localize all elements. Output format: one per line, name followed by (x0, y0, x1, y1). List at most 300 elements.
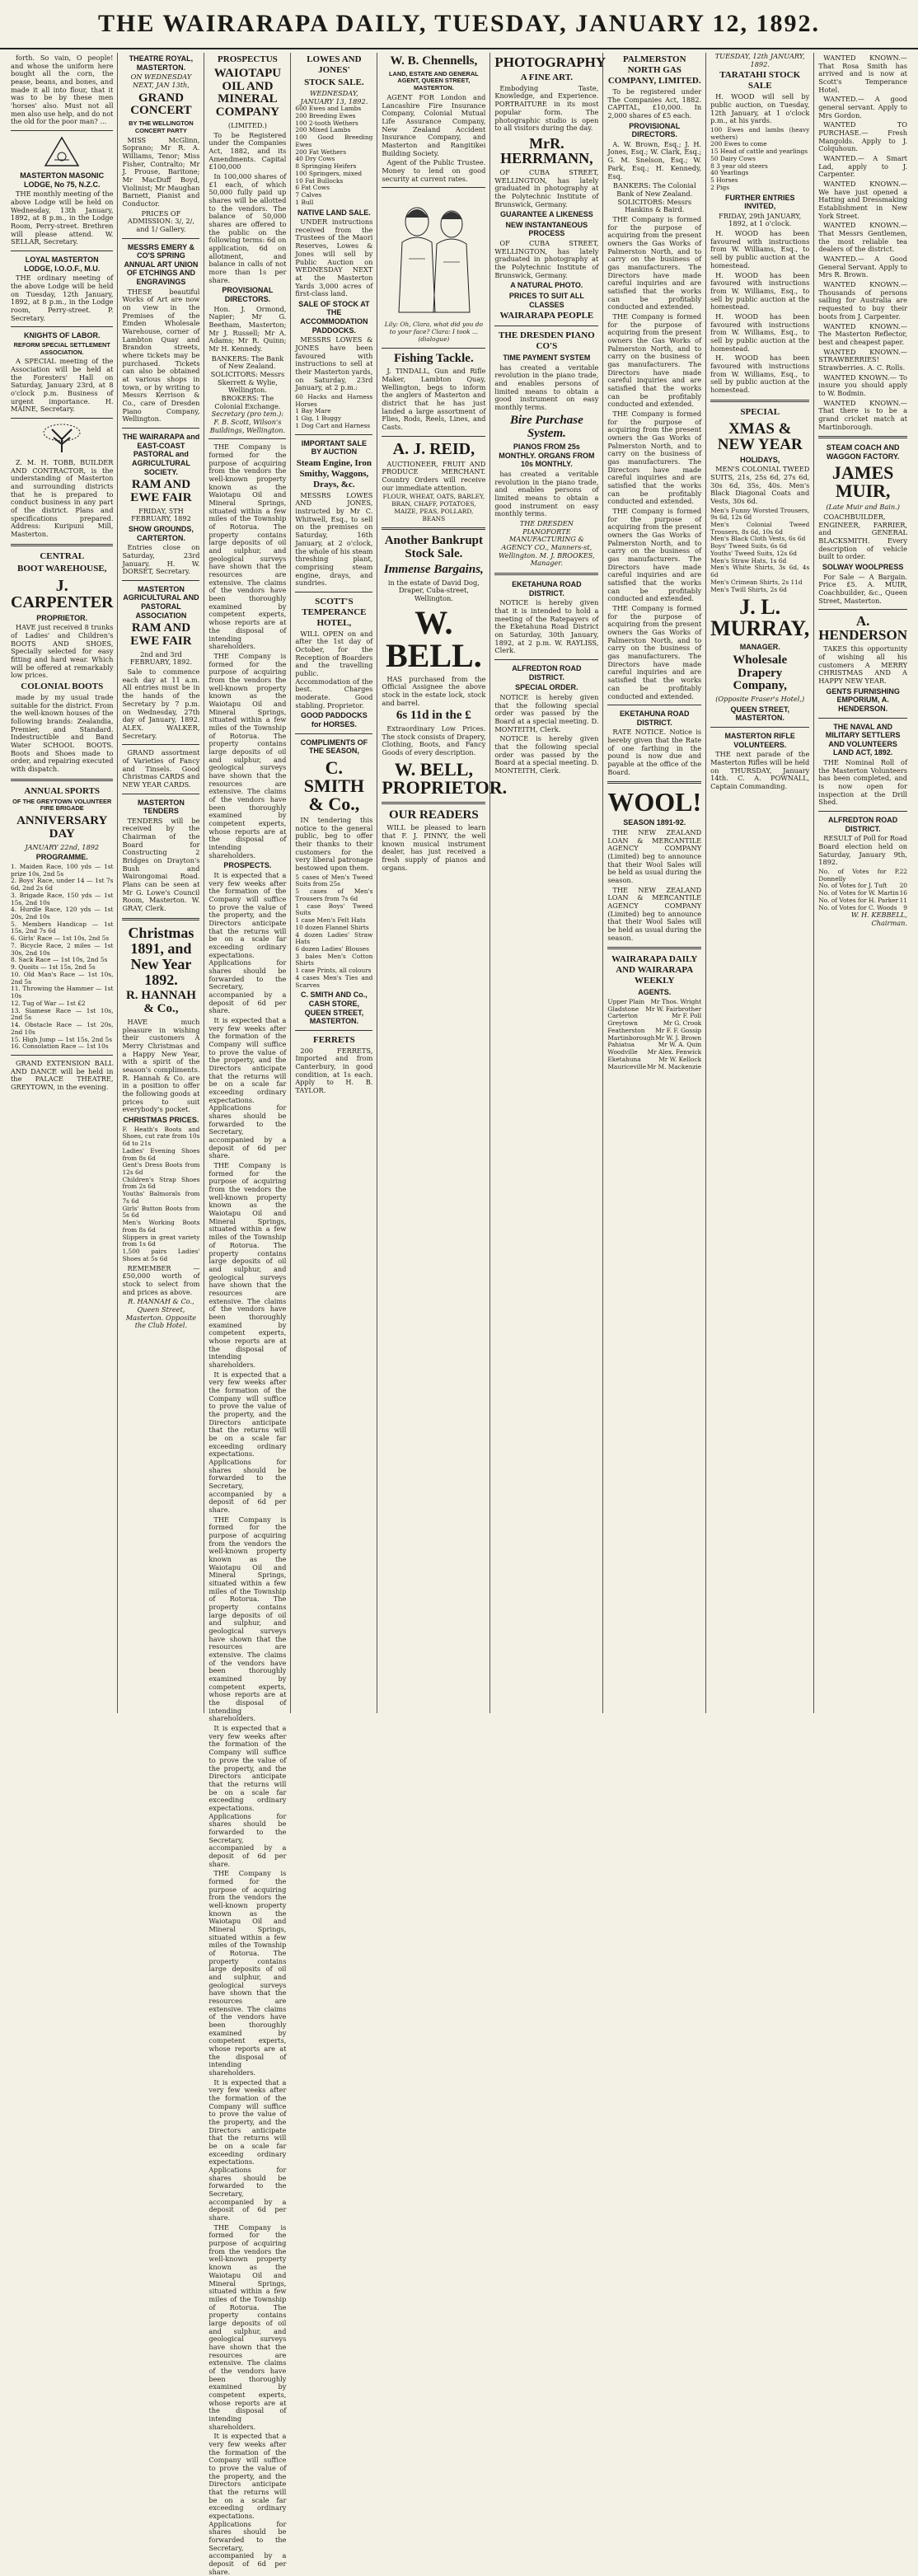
list-item: 13. Siamese Race — 1st 10s, 2nd 5s (11, 1006, 114, 1022)
prospectus-text-3: THE Company is formed for the purpose of acquiring from the vendors the well-known property known as the Waiotapu Oil and Mineral Springs, situated within a few miles of the Township of Rotorua. The property contains large deposits of oil and sulphur, and geological surveys have shown that the resources are extensive. The claims of the vendors have been thoroughly examined by competent experts, whose reports are at the disposal of intending shareholders. (208, 1161, 287, 1369)
loyal-lodge-title: LOYAL MASTERTON LODGE, I.O.O.F., M.U. (24, 255, 101, 273)
list-item: Men's Funny Worsted Trousers, 9s 6d, 12s 6d (710, 506, 810, 522)
stock-sale-title: STOCK SALE. (304, 77, 364, 87)
divider (382, 436, 485, 437)
divider (11, 418, 113, 419)
programme-title: PROGRAMME. (35, 853, 88, 862)
wanted-ad: WANTED KNOWN.— That Rosa Smith has arrived and is now at Scott's Temperance Hotel. (818, 54, 907, 94)
poll-votes: 16 (899, 889, 907, 897)
prospectus-text-4: THE Company is formed for the purpose of acquiring from the vendors the well-known property known as the Waiotapu Oil and Mineral Springs, situated within a few miles of the Township of Rotorua. The property contains large deposits of oil and sulphur, and geological surveys have shown that the resources are extensive. The claims of the vendors have been thoroughly examined by competent experts, whose reports are at the disposal of intending shareholders. (208, 1515, 287, 1723)
divider (382, 802, 485, 804)
gas-solicitors: SOLICITORS: Messrs Hankins & Baird. (617, 197, 692, 214)
knights-subtitle: REFORM SPECIAL SETTLEMENT ASSOCIATION. (13, 340, 110, 356)
list-item: 60 Hacks and Harness Horses (295, 393, 373, 408)
gas-body-2: THE Company is formed for the purpose of acquiring from the present owners the Gas Works of Palmerston North, and to carry on the business of gas manufacturers. The Directors have made careful inquiries and are satisfied that the works can be profitably conducted and extended. (607, 311, 702, 409)
masthead (0, 0, 918, 49)
further-entries-date: FRIDAY, 29th JANUARY, 1892, at 1 o'clock. (719, 211, 802, 228)
list-item: Slippers in great variety from 1s 6d (122, 1233, 200, 1248)
kebbell-signature: W. H. KEBBELL, Chairman. (850, 911, 907, 928)
bell-text: HAS purchased from the Official Assignee the above stock in the estate lock, stock and barrel. (382, 674, 486, 707)
wanted-ad: WANTED KNOWN.— That there is to be a grand cricket match at Martinborough. (818, 398, 907, 431)
provisional-title: PROVISIONAL DIRECTORS. (222, 286, 274, 304)
list-item: Gent's Dress Boots from 12s 6d (122, 1161, 200, 1176)
dresden-title: THE DRESDEN PIANO CO'S (498, 330, 595, 352)
muir-subtitle: (Late Muir and Bain.) (826, 503, 900, 512)
eketahuna-text: NOTICE is hereby given that it is intended to hold a meeting of the Ratepayers of the Eketahuna Road District on Saturday, 30th January, 1892, at 2 p.m. W. RAYLISS, Clerk. (494, 598, 599, 655)
alfredton-poll-text: RESULT of Poll for Road Board election held on Saturday, January 9th, 1892. (818, 834, 907, 867)
agents-list (607, 999, 701, 1070)
divider (295, 733, 372, 734)
photo-title: PHOTOGRAPHY (494, 54, 607, 70)
daily-agents-title: WAIRARAPA DAILY AND WAIRARAPA WEEKLY (611, 954, 698, 986)
bankrupt-text: in the estate of David Dog, Draper, Cuba-street, Wellington. (387, 578, 480, 602)
list-item: 2. Boys' Race, under 14 — 1st 7s 6d, 2nd 2s 6d (11, 877, 114, 892)
prospects-text: It is expected that a very few weeks after the formation of the Company will suffice to prove the value of the property, and the Directors anticipate that the returns will be on a scale far exceeding ordinary expectations. Applications for shares should be forwarded to the Secretary, accompanied by a deposit of 6d per share. (208, 870, 287, 1015)
theatre-title: THEATRE ROYAL, MASTERTON. (129, 54, 194, 72)
list-item: 8 Springing Heifers (295, 162, 357, 171)
sale-title: SALE OF STOCK AT THE ACCOMMODATION PADDOCKS. (298, 299, 370, 335)
henderson-title: A. HENDERSON (818, 613, 907, 644)
agent-place: Eketahuna (607, 1055, 641, 1063)
dresden-text-2: has created a veritable revolution in the piano trade, and enables persons of limited means to obtain a good instrument on easy monthly terms. (494, 470, 599, 518)
list-item: Youths' Tweed Suits, 12s 6d (710, 549, 797, 557)
list-item: Men's Straw Hats, 1s 6d (710, 556, 787, 564)
eketahuna-2-title: EKETAHUNA ROAD DISTRICT. (620, 710, 690, 727)
ram-fair-title: RAM AND EWE FAIR (130, 478, 192, 504)
poll-votes: 22 (899, 868, 907, 876)
agent-place: Martinborough (607, 1033, 655, 1042)
list-item: 15 Head of cattle and yearlings (710, 148, 808, 156)
agent-place: Greytown (607, 1019, 638, 1028)
ram-fair-text: Entries close on Saturday, 23rd January. H. W. DORSET, Secretary. (122, 543, 200, 576)
agent-place: Mauriceville (607, 1062, 647, 1070)
grand-assortment-text: GRAND assortment of Varieties of Fancy and Tinsels. Good Christmas CARDS and NEW YEAR CARDS. (122, 748, 200, 789)
capital-text: In 100,000 shares of £1 each, of which 50,000 fully paid up shares will be allotted to the vendors. The balance of 50,000 shares are offered to the public on the following terms: 6d on application, 6d on allotment, and balance in calls of not more than 1s per share. (208, 172, 287, 284)
agent-name: Mr G. Crook (663, 1019, 702, 1028)
taratahi-text: H. WOOD will sell by public auction, on Tuesday, 12th January, at 1 o'clock p.m., at his yards. (710, 92, 810, 125)
bankers-text: BANKERS: The Bank of New Zealand. (211, 354, 284, 371)
wanted-ad: WANTED KNOWN.— STRAWBERRIES! Strawberries. A. C. Rolls. (818, 347, 907, 372)
wanted-ad: WANTED.— A good general servant. Apply to Mrs Gordon. (818, 95, 907, 119)
volunteers-title: MASTERTON RIFLE VOLUNTEERS. (724, 732, 795, 749)
intro-paragraph: forth. So vain, O people! and whose the uniform here bought all the corn, the pease, beans, and bones, and made it all into flour, that it was to be by these men 'horses' also. Must not all men also use help, and do not the old for the poor man? ... (11, 54, 114, 126)
tree-logo-icon (39, 423, 85, 456)
clearing-text-4: H. WOOD has been favoured with instructions from W. Williams, Esq., to sell by public auction at the homestead. (710, 354, 810, 394)
photo-text: Embodying Taste, Knowledge, and Experience. PORTRAITURE in its most popular form. The photographic studio is open to all visitors during the day. (494, 83, 599, 133)
taratahi-title: TARATAHI STOCK SALE (719, 70, 801, 91)
manager-title: MANAGER. (739, 643, 780, 652)
list-item: Men's Colonial Tweed Trousers, 8s 6d, 10s 6d (710, 520, 810, 536)
land-act-title: THE NAVAL AND MILITARY SETTLERS AND VOLUNTEERS LAND ACT, 1892. (825, 722, 901, 757)
list-item: Boys' Tweed Suits, 6s 6d (710, 542, 788, 550)
remember-text: REMEMBER — £50,000 worth of stock to select from and prices as above. (122, 1263, 200, 1296)
list-item: 15. High Jump — 1st 15s, 2nd 5s (11, 1035, 113, 1043)
column-7 (603, 53, 706, 1713)
native-land-text: UNDER instructions received from the Trustees of the Maori Reserves, Lowes & Jones will sell by Public Auction on WEDNESDAY NEXT at the Masterton Yards 3,000 acres of first-class land. (295, 218, 373, 298)
horses-list (295, 394, 372, 430)
gas-text: To be registered under The Companies Act, 1882. CAPITAL, £10,000. In 2,000 shares of £5 each. (607, 87, 702, 119)
christmas-title: Christmas 1891, and New Year 1892. (128, 924, 194, 988)
list-item: 8 3 year old steers (710, 162, 768, 170)
ad-caption: Lily: Oh, Clara, what did you do to your face? Clara: I took ... (dialogue) (384, 321, 483, 343)
association-title: MASTERTON AGRICULTURAL AND PASTORAL ASSOCIATION (123, 584, 199, 620)
divider (818, 718, 907, 719)
hannah-footer: R. HANNAH & Co., Queen Street, Masterton. Opposite the Club Hotel. (125, 1297, 197, 1330)
solway-title: SOLWAY WOOLPRESS (822, 563, 904, 572)
list-item: 200 Mixed Lambs (295, 126, 351, 134)
murray-title: J. L. MURRAY, (710, 595, 810, 641)
stock-sale-date: WEDNESDAY, JANUARY 13, 1892. (300, 88, 368, 105)
clearing-text: H. WOOD has been favoured with instructions from W. Williams, Esq., to sell by public auction at the homestead. (710, 229, 810, 269)
sports-anniversary: ANNIVERSARY DAY (16, 814, 108, 841)
sports-subtitle: OF THE GREYTOWN VOLUNTEER FIRE BRIGADE (12, 797, 112, 813)
lodge-text: THE monthly meeting of the above Lodge will be held on Wednesday, 13th January, 1892, at 8 p.m., in the Lodge Room, Perry-street. Brethren will please attend. W. SELLAR, Secretary. (11, 190, 114, 246)
list-item: 6 Fat Cows (295, 184, 330, 192)
list-item: 1 Bull (295, 198, 314, 206)
agent-place: Woodville (607, 1048, 638, 1056)
readers-text: WILL be pleased to learn that F. J. PINNY, the well known musical instrument dealer, has just received a fresh supply of pianos and organs. (382, 823, 486, 872)
divider (295, 434, 372, 435)
list-item: 7. Bicycle Race, 2 miles — 1st 30s, 2nd 10s (11, 941, 114, 957)
hannah-text: HAVE much pleasure in wishing their customers A Merry Christmas and a Happy New Year, with a spirit of the season's compliments. R. Hannah & Co. are in a position to offer the following goods at prices to suit everybody's pocket. (122, 1017, 200, 1114)
ram-fair-2-date: 2nd and 3rd FEBRUARY, 1892. (129, 649, 193, 667)
list-item: 1 case Men's Felt Hats (295, 916, 366, 925)
guarantee-title: GUARANTEE A LIKENESS (499, 210, 593, 219)
column-6 (490, 53, 607, 1713)
wanted-ad: WANTED KNOWN.— The Masterton Reflector, best and cheapest paper. (818, 321, 907, 346)
list-item (607, 1064, 701, 1071)
list-item: 4 dozen Ladies' Straw Hats (295, 930, 373, 946)
list-item: 200 Ewes to come (710, 140, 767, 148)
agent-name: Mr W. J. Brown (655, 1033, 702, 1042)
poll-name: No. of Votes for P. Donnelly (818, 868, 900, 883)
list-item: 7 Calves (295, 191, 322, 199)
divider (122, 918, 199, 920)
divider (11, 544, 113, 546)
list-item: 6. Girls' Race — 1st 10s, 2nd 5s (11, 934, 110, 943)
list-item: 100 Ewes and lambs (heavy wethers) (710, 125, 810, 141)
dresden-subtitle: TIME PAYMENT SYSTEM (503, 354, 591, 363)
agent-place: Upper Plain (607, 997, 645, 1005)
theatre-date: ON WEDNESDAY NEXT, JAN 13th, (130, 73, 192, 89)
bankrupt-title: Another Bankrupt Stock Sale. (384, 534, 484, 561)
list-item: 50 Dairy Cows (710, 154, 756, 162)
list-item: 3. Brigade Race, 150 yds — 1st 15s, 2nd 10s (11, 891, 114, 906)
prices-title: PRICES TO SUIT ALL CLASSES (508, 292, 584, 309)
agent-name: Mr Alex. Fenwick (647, 1048, 702, 1056)
divider (382, 527, 485, 530)
prospectus-title: PROSPECTUS (218, 54, 278, 64)
list-item: Ladies' Evening Shoes from 8s 6d (122, 1146, 200, 1162)
readers-title: OUR READERS (388, 808, 479, 822)
list-item: 100 Springers, mixed (295, 169, 363, 177)
prospects-text-4: It is expected that a very few weeks after the formation of the Company will suffice to prove the value of the property, and the Directors anticipate that the returns will be on a scale far exceeding ordinary expectations. Applications for shares should be forwarded to the Secretary, accompanied by a deposit of 6d per share. (208, 1724, 287, 1868)
list-item: 5. Members Handicap — 1st 15s, 2nd 7s 6d (11, 920, 114, 935)
wanted-ad: WANTED KNOWN.— Thousands of persons sailing for Australia are requested to buy their boots from J. Carpenter. (818, 280, 907, 321)
brokers-text: BROKERS: The Colonial Exchange. (214, 394, 281, 410)
ram-fair-date: FRIDAY, 5TH FEBRUARY, 1892 (131, 506, 191, 523)
ferrets-title: FERRETS (313, 1034, 355, 1045)
list-item: 200 Breeding Ewes (295, 111, 356, 119)
prospects-text-6: It is expected that a very few weeks after the formation of the Company will suffice to prove the value of the property, and the Directors anticipate that the returns will be on a scale far exceeding ordinary expectations. Applications for shares should be forwarded to the Secretary, accompanied by a deposit of 6d per share. (208, 2432, 287, 2576)
concert-title: GRAND CONCERT (130, 91, 192, 118)
wanted-ad: WANTED.— A Good General Servant. Apply to Mrs R. Brown. (818, 255, 907, 279)
divider (607, 781, 701, 784)
divider (382, 187, 485, 188)
solicitors-text: SOLICITORS: Messrs Skerrett & Wylie, Wellington. (210, 370, 285, 395)
poll-results (818, 869, 907, 911)
smith-list (295, 874, 372, 990)
divider (11, 326, 113, 327)
agent-name: Mr W. A. Quin (658, 1041, 702, 1049)
divider (295, 1030, 372, 1031)
special-order-text: NOTICE is hereby given that the following special order was passed by the Board at a special meeting. D. MONTEITH, Clerk. (494, 692, 599, 733)
list-item (818, 869, 907, 883)
agent-name: Mr F. Poll (672, 1012, 702, 1020)
poll-name: No. of Votes for W. Martin (818, 889, 899, 897)
list-item: F. Heath's Boots and Shoes, cut rate from 10s 6d to 21s (122, 1125, 200, 1148)
column-5 (377, 53, 508, 1713)
carpenter-text: HAVE just received 8 trunks of Ladies' and Children's BOOTS AND SHOES, Specially selected for easy fitting and hard wear. Which will be offered at remarkably low prices. (11, 623, 114, 680)
christmas-prices-title: CHRISTMAS PRICES. (123, 1115, 199, 1124)
horses-text: MESSRS LOWES & JONES have been favoured with instructions to sell at their Masterton yards, on Saturday, 23rd January, at 2 p.m.: (295, 335, 373, 392)
bell-title: W. BELL. (386, 603, 482, 674)
dresden-price-list: PIANOS FROM 25s MONTHLY. ORGANS FROM 10s MONTHLY. (499, 443, 595, 469)
agent-place: Pahiatua (607, 1041, 635, 1049)
wanted-ad: WANTED KNOWN.— We have just opened a Hatting and Dressmaking Establishment in New York Street. (818, 180, 907, 220)
column-8 (706, 53, 814, 1713)
scott-hotel-title: SCOTT'S TEMPERANCE HOTEL, (302, 596, 367, 628)
prospects-text-2: It is expected that a very few weeks after the formation of the Company will suffice to prove the value of the property, and the Directors anticipate that the returns will be on a scale far exceeding ordinary expectations. Applications for shares should be forwarded to the Secretary, accompanied by a deposit of 6d per share. (208, 1016, 287, 1160)
columns (7, 52, 911, 2576)
xmas-text: MEN'S COLONIAL TWEED SUITS, 21s, 25s 6d, 27s 6d, 30s 6d, 35s, 40s. Men's Black Diagonal Coats and Vests, 30s 6d. (710, 465, 810, 505)
divider (122, 744, 199, 745)
important-title: IMPORTANT SALE BY AUCTION (301, 438, 368, 457)
column-1 (7, 53, 118, 1713)
list-item: 1 case Boys' Tweed Suits (295, 902, 373, 917)
divider (11, 130, 113, 131)
coach-factory-title: STEAM COACH AND WAGGON FACTORY. (826, 443, 900, 461)
carpenter-name: J. CARPENTER (11, 576, 114, 611)
gas-body: THE Company is formed for the purpose of acquiring from the present owners the Gas Works of Palmerston North, and to carry on the business of gas manufacturers. The Directors have made careful inquiries and are satisfied that the works can be profitably conducted and extended. (607, 214, 702, 311)
list-item: 1. Maiden Race, 100 yds — 1st prize 10s, 2nd 5s (11, 862, 114, 878)
chennells-subtitle: LAND, ESTATE AND GENERAL AGENT, QUEEN STREET, MASTERTON. (389, 69, 479, 92)
wholesale-title: Wholesale Drapery Company, (733, 653, 788, 693)
list-item: Children's Strap Shoes from 2s 6d (122, 1175, 200, 1191)
bell-body: Extraordinary Low Prices. The stock consists of Drapery, Clothing, Boots, and Fancy Goods of every description. (382, 724, 486, 757)
list-item: 14. Obstacle Race — 1st 20s, 2nd 10s (11, 1021, 114, 1036)
gas-body-5: THE Company is formed for the purpose of acquiring from the present owners the Gas Works of Palmerston North, and to carry on the business of gas manufacturers. The Directors have made careful inquiries and are satisfied that the works can be profitably conducted and extended. (607, 604, 702, 700)
volunteers-text: THE next parade of the Masterton Rifles will be held on THURSDAY, January 14th. C. A. POWNALL, Captain Commanding. (710, 750, 810, 790)
smith-footer: C. SMITH AND Co., CASH STORE, QUEEN STREET, MASTERTON. (301, 991, 368, 1026)
sports-title: ANNUAL SPORTS (24, 785, 101, 796)
tender-title: MASTERTON TENDERS (138, 798, 185, 816)
divider (11, 1055, 113, 1056)
poll-votes: 11 (899, 896, 907, 904)
land-act-text: THE Nominal Roll of the Masterton Volunteers has been completed, and is now open for inspection at the Drill Shed. (818, 758, 907, 807)
eketahuna-2-text: RATE NOTICE. Notice is hereby given that the Rate of one farthing in the pound is now due and payable at the office of the Board. (607, 728, 702, 776)
concert-prices: PRICES OF ADMISSION: 3/, 2/, and 1/ Gallery. (127, 208, 194, 233)
xmas-title: XMAS & NEW YEAR (717, 419, 803, 453)
produce-list: FLOUR, WHEAT, OATS, BARLEY, BRAN, CHAFF, POTATOES, MAIZE, PEAS, POLLARD, BEANS (382, 493, 485, 522)
xmas-list (710, 508, 809, 594)
wool-text: THE NEW ZEALAND LOAN & MERCANTILE AGENCY COMPANY (Limited) beg to announce that their Wool Sales will be held as usual during the season. (607, 828, 702, 885)
list-item: 9. Quoits — 1st 15s, 2nd 5s (11, 963, 96, 972)
divider (710, 400, 809, 402)
grand-ball-text: GRAND EXTENSION BALL AND DANCE will be held in the PALACE THEATRE, GREYTOWN, in the evening. (11, 1058, 114, 1091)
list-item: 4 cases Men's Ties and Scarves (295, 973, 373, 989)
list-item: 100 2-tooth Wethers (295, 119, 358, 127)
wool-title: WOOL! (607, 787, 702, 817)
wanted-ad: WANTED.— A Smart Lad, apply to J. Carpenter. (818, 154, 907, 179)
price-list (122, 1126, 199, 1263)
dresden-hire-purchase: Bire Purchase System. (509, 413, 583, 440)
list-item: 12. Tug of War — 1st £2 (11, 999, 86, 1007)
divider (122, 428, 199, 429)
poll-votes: 20 (899, 882, 907, 890)
list-item: 40 Yearlings (710, 169, 749, 177)
list-item: 1 Bay Mare (295, 407, 331, 415)
steam-plant-text: MESSRS LOWES AND JONES, instructed by Mr C. Whitwell, Esq., to sell on the premises on Saturday, 16th January, at 2 o'clock, the whole of his steam threshing plant, comprising steam engine, drays, and sundries. (295, 490, 373, 588)
column-9 (814, 53, 911, 1713)
agent-name: Mr W. Kellock (658, 1055, 702, 1063)
special-order-text-2: NOTICE is hereby given that the following special order was passed by the Board at a special meeting. D. MONTEITH, Clerk. (494, 734, 599, 775)
smith-text: IN tendering this notice to the general public, beg to offer their thanks to their customers for the very liberal patronage bestowed upon them. (295, 815, 373, 872)
agent-name: Mr M. Mackenzie (647, 1062, 702, 1070)
masthead-title: THE WAIRARAPA DAILY, TUESDAY, JANUARY 12, 1892. (98, 10, 820, 37)
ram-fair-2-title: RAM AND EWE FAIR (130, 621, 192, 649)
list-item: 6 dozen Ladies' Blouses (295, 944, 369, 953)
ferrets-text: 200 FERRETS, Imported and from Canterbury, in good condition, at 1s each. Apply to H. B. TAYLOR. (295, 1046, 373, 1095)
divider (11, 779, 113, 781)
central-title: CENTRAL (40, 550, 85, 561)
eketahuna-title: EKETAHUNA ROAD DISTRICT. (512, 580, 582, 597)
boot-warehouse-title: BOOT WAREHOUSE, (17, 563, 107, 574)
further-entries-title: FURTHER ENTRIES INVITED, (724, 193, 795, 211)
herrmann-text-2: OF CUBA STREET, WELLINGTON, has lately graduated in photography at the Polytechnic Institute of Brunswick, Germany. (494, 239, 599, 279)
gas-bankers: BANKERS: The Colonial Bank of New Zealand. (612, 181, 696, 198)
special-title: SPECIAL (740, 406, 780, 417)
scott-hotel-text: WILL OPEN on and after the 1st day of October, for the Reception of Boarders and the travelling public. Accommodation of the best. Charges moderate. Good stabling. Proprietor. (295, 629, 373, 710)
agent-place: Featherston (607, 1026, 645, 1034)
list-item: 2 Pigs (710, 183, 730, 191)
prospectus-text-5: THE Company is formed for the purpose of acquiring from the vendors the well-known property known as the Waiotapu Oil and Mineral Springs, situated within a few miles of the Township of Rotorua. The property contains large deposits of oil and sulphur, and geological surveys have shown that the resources are extensive. The claims of the vendors have been thoroughly examined by competent experts, whose reports are at the disposal of intending shareholders. (208, 1869, 287, 2077)
builder-text: Z. M. H. TOBB, BUILDER AND CONTRACTOR, is the understanding of Masterton and surrounding districts that he is prepared to conduct business in any part of the district. Plans and specifications prepared. Address: Kuripuni Mill, Masterton. (11, 458, 114, 539)
prospectus-text-6: THE Company is formed for the purpose of acquiring from the vendors the well-known property known as the Waiotapu Oil and Mineral Springs, situated within a few miles of the Township of Rotorua. The property contains large deposits of oil and sulphur, and geological surveys have shown that the resources are extensive. The claims of the vendors have been thoroughly examined by competent experts, whose reports are at the disposal of intending shareholders. (208, 2222, 287, 2431)
prospects-text-5: It is expected that a very few weeks after the formation of the Company will suffice to prove the value of the property, and the Directors anticipate that the returns will be on a scale far exceeding ordinary expectations. Applications for shares should be forwarded to the Secretary, accompanied by a deposit of 6d per share. (208, 2077, 287, 2222)
agent-text: Agent of the Public Trustee. Money to lend on good security at current rates. (382, 158, 486, 183)
agents-title: AGENTS. (638, 988, 672, 997)
concert-subtitle: BY THE WELLINGTON CONCERT PARTY (129, 119, 194, 134)
list-item: 1,500 pairs Ladies' Shoes at 5s 6d (122, 1248, 200, 1262)
list-item: 1 case Prints, all colours (295, 967, 372, 975)
list-item: Girls' Button Boots from 5s 6d (122, 1204, 200, 1220)
ram-fair-2-text: Sale to commence each day at 11 a.m. All entries must be in the hands of the Secretary by 7 p.m. on Wednesday, 27th day of January, 1892. ALEX. WALKER, Secretary. (122, 667, 200, 740)
agent-name: Mr W. Fairbrother (645, 1005, 702, 1013)
column-2 (118, 53, 204, 1713)
wanted-ad: WANTED TO PURCHASE.— Fresh Mangolds. Apply to J. Colquhoun. (818, 120, 907, 153)
poll-name: No. of Votes for H. Parker (818, 896, 899, 904)
knights-title: KNIGHTS OF LABOR. (23, 331, 101, 340)
exhibition-title: MESSRS EMERY & CO'S SPRING ANNUAL ART UNION OF ETCHINGS AND ENGRAVINGS (124, 242, 199, 287)
exhibition-text: THESE beautiful Works of Art are now on view in the Premises of the Emden Wholesale Warehouse, corner of Lambton Quay and Brandon streets, where tickets may be purchased. Tickets can also be obtained at various shops in town, or by writing to Messrs Kerrison & Co., care of Dresden Piano Company, Wellington. (122, 287, 200, 424)
wairarapa-people-title: WAIRARAPA PEOPLE (499, 311, 594, 321)
carpenter-role: PROPRIETOR. (36, 613, 88, 622)
herrmann-text: OF CUBA STREET, WELLINGTON, has lately graduated in photography at the Polytechnic Institute of Brunswick, Germany. (494, 167, 599, 208)
list-item: 10. Old Man's Race — 1st 10s, 2nd 5s (11, 970, 114, 986)
wanted-ad: WANTED KNOWN.— To insure you should apply to W. Bodmin. (818, 372, 907, 397)
agent-place: Carterton (607, 1012, 639, 1020)
divider (122, 238, 199, 239)
chennells-title: W. B. Chennells, (390, 54, 478, 68)
muir-title: JAMES MUIR, (831, 462, 894, 502)
queen-street: QUEEN STREET, MASTERTON. (730, 705, 789, 723)
wanted-ad: WANTED KNOWN.— That Messrs Gentlemen, the most reliable tea dealers of the district. (818, 221, 907, 254)
divider (818, 609, 907, 610)
ladies-illustration (384, 193, 483, 316)
concert-text: MISS McGlinn, Soprano; Mr R. A. Williams, Tenor; Miss Fisher, Contralto; Mr J. Prouse, Baritone; Mr MacDuff Boyd, Violinist; Mr Maughan Barnett, Pianist and Conductor. (122, 135, 200, 208)
steam-plant-title: Steam Engine, Iron Smithy, Waggons, Drays, &c. (296, 457, 372, 489)
reid-title: A. J. REID, (392, 439, 475, 458)
taratahi-list (710, 127, 809, 192)
list-item: Men's Black Cloth Vests, 6s 6d (710, 535, 806, 543)
masonic-emblem-icon (43, 135, 81, 168)
knights-text: A SPECIAL meeting of the Association will be held at the Foresters' Hall on Saturday, January 23rd, at 8 o'clock p.m. Business of urgent importance. H. MAINE, Secretary. (11, 357, 114, 414)
list-item: Men's Crimean Shirts, 2s 11d (710, 578, 803, 586)
agent-place: Gladstone (607, 1005, 639, 1013)
clearing-text-2: H. WOOD has been favoured with instructions from W. Williams, Esq., to sell by public auction at the homestead. (710, 270, 810, 311)
divider (122, 580, 199, 581)
poll-votes: 9 (903, 903, 907, 911)
compliments-title: COMPLIMENTS OF THE SEASON, (300, 738, 368, 756)
divider (494, 573, 598, 575)
gas-directors-text: A. W. Brown, Esq.; J. H. Jones, Esq.; W. Clark, Esq.; G. M. Snelson, Esq.; W. Park, Esq.; H. Kennedy, Esq. (607, 139, 702, 180)
list-item: 10 dozen Flannel Shirts (295, 923, 369, 931)
ram-fair-place: SHOW GROUNDS, CARTERTON. (128, 524, 194, 542)
wool-text-2: THE NEW ZEALAND LOAN & MERCANTILE AGENCY COMPANY (Limited) beg to announce that their Wool Sales will be held as usual during the season. (607, 885, 702, 942)
divider (382, 348, 485, 349)
list-item: 4. Hurdle Race, 120 yds — 1st 20s, 2nd 10s (11, 906, 114, 921)
divider (710, 727, 809, 728)
column-4 (291, 53, 377, 1713)
list-item: 600 Ewes and Lambs (295, 105, 362, 113)
reid-text: AUCTIONEER, FRUIT AND PRODUCE MERCHANT. Country Orders will receive our immediate attention. (382, 459, 486, 492)
sports-day: JANUARY 22nd, 1892 (25, 842, 100, 851)
bell-price: 6s 11d in the £ (396, 709, 471, 723)
holidays-title: HOLIDAYS, (740, 455, 780, 464)
fishing-title: Fishing Tackle. (394, 351, 474, 365)
paddocks-title: GOOD PADDOCKS for HORSES. (300, 711, 368, 729)
list-item: 5 cases of Men's Trousers from 7s 6d (295, 888, 373, 902)
divider (818, 436, 907, 438)
agent-name: Mr Thos. Wright (650, 997, 702, 1005)
list-item: 1 Gig, 1 Buggy (295, 415, 342, 423)
herrmann-title: MrR. HERRMANN, (500, 134, 593, 166)
gas-title: PALMERSTON NORTH GAS COMPANY, LIMITED. (607, 54, 701, 86)
prospects-title: PROSPECTS. (223, 861, 272, 870)
gas-body-3: THE Company is formed for the purpose of acquiring from the present owners the Gas Works of Palmerston North, and to carry on the business of gas manufacturers. The Directors have made careful inquiries and are satisfied that the works can be profitably conducted and extended. (607, 409, 702, 506)
chennells-text: AGENT FOR London and Lancashire Fire Insurance Company, Colonial Mutual Life Assurance Company, New Zealand Accident Insurance Company, and Masterton and Rangitikei Building Society. (382, 92, 486, 157)
list-item: 8. Sack Race — 1st 10s, 2nd 5s (11, 956, 108, 964)
company-title: WAIOTAPU OIL AND MINERAL COMPANY (213, 66, 282, 119)
alfredton-title: ALFREDTON ROAD DISTRICT. (512, 664, 582, 681)
company-limited: (LIMITED.) (227, 120, 267, 129)
list-item: Youths' Balmorals from 7s 6d (122, 1190, 200, 1205)
divider (208, 438, 286, 439)
bankrupt-subtitle: Immense Bargains, (383, 562, 484, 576)
new-process-title: NEW INSTANTANEOUS PROCESS (505, 220, 588, 238)
list-item: 5 Horses (710, 176, 738, 185)
